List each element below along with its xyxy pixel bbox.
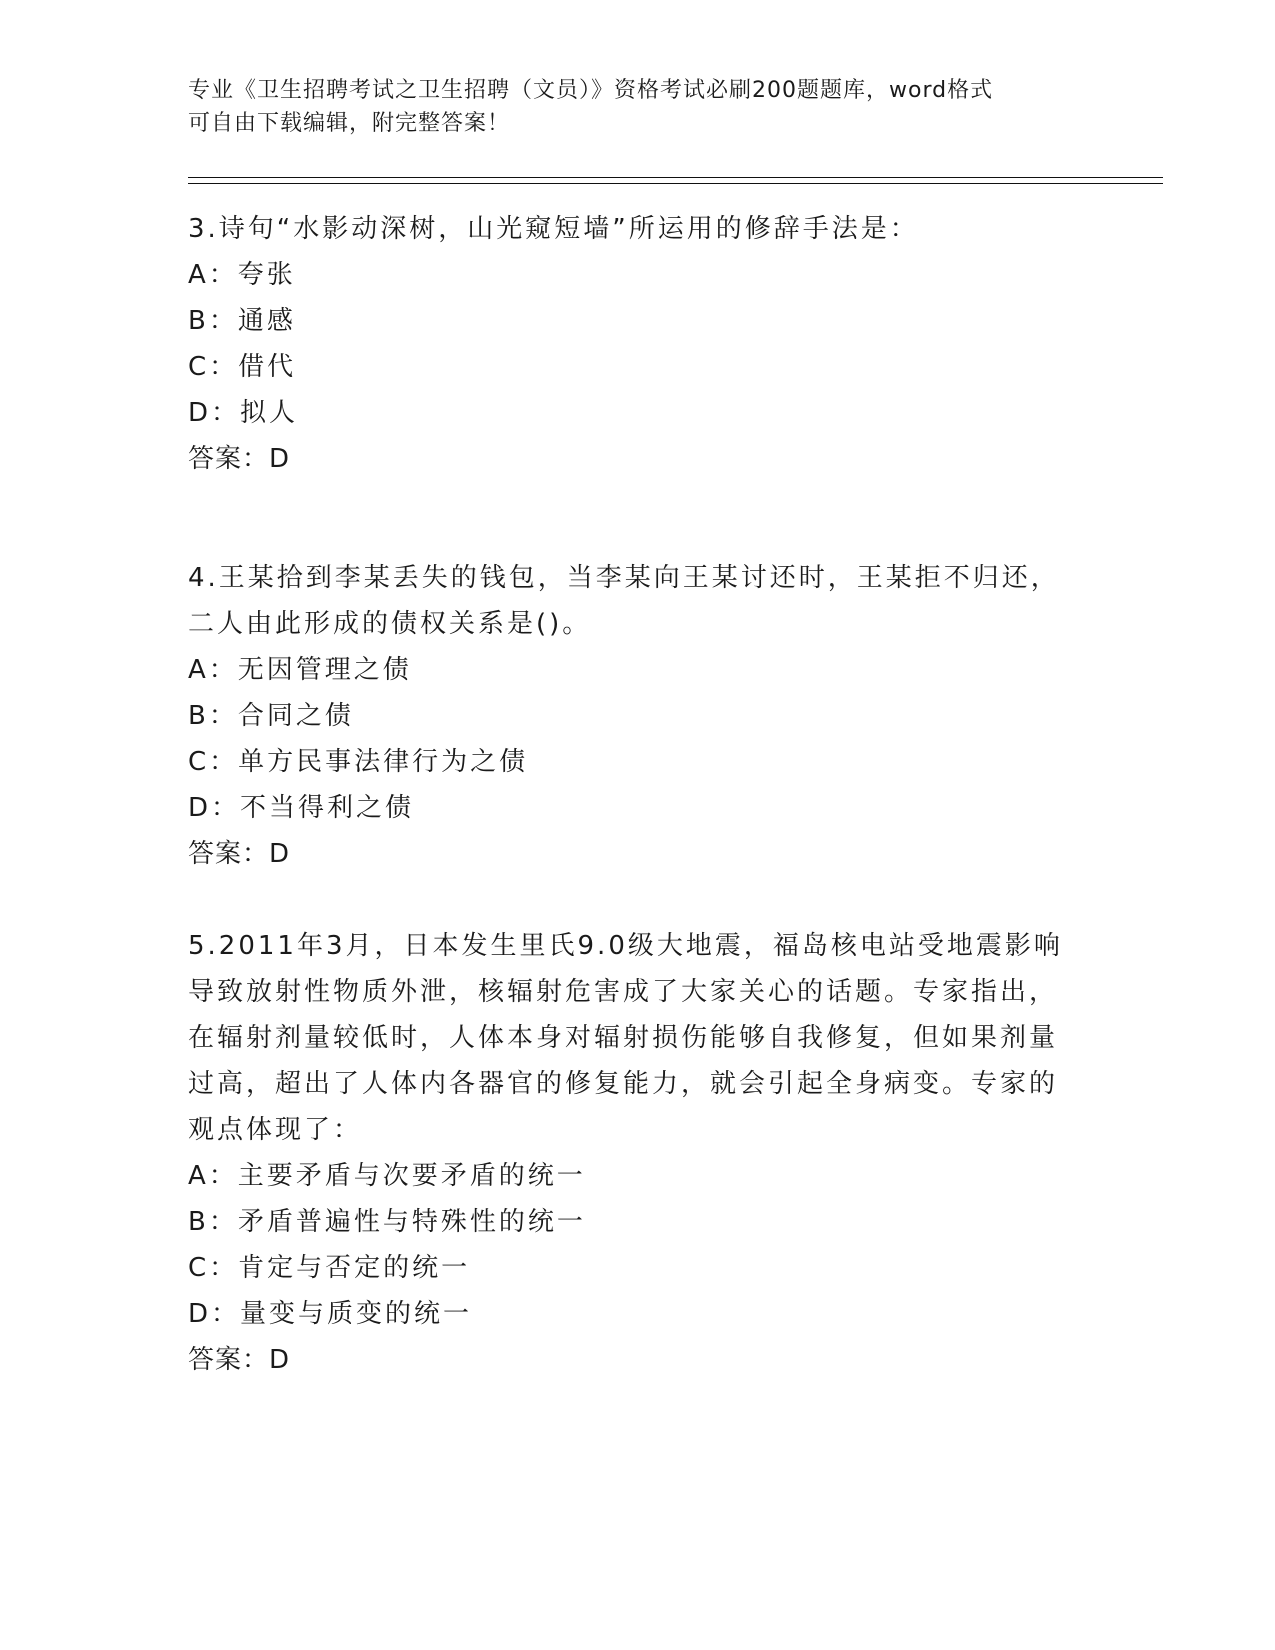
question-stem: 4.王某拾到李某丢失的钱包，当李某向王某讨还时，王某拒不归还， [188, 563, 1060, 593]
answer-line: 答案：D [188, 1345, 291, 1375]
question-stem: 在辐射剂量较低时，人体本身对辐射损伤能够自我修复，但如果剂量 [188, 1023, 1059, 1053]
option-c: C：单方民事法律行为之债 [188, 747, 529, 777]
option-a: A：夸张 [188, 260, 296, 290]
option-d: D：量变与质变的统一 [188, 1299, 473, 1329]
question-block [188, 923, 1088, 1383]
option-b: B：通感 [188, 306, 296, 336]
question-stem: 观点体现了： [188, 1115, 363, 1145]
option-b: B：合同之债 [188, 701, 354, 731]
option-d: D：不当得利之债 [188, 793, 415, 823]
answer-line: 答案：D [188, 444, 291, 474]
question-block [188, 206, 1088, 482]
question-block [188, 555, 1088, 877]
option-c: C：肯定与否定的统一 [188, 1253, 471, 1283]
option-c: C：借代 [188, 352, 297, 382]
option-b: B：矛盾普遍性与特殊性的统一 [188, 1207, 586, 1237]
question-stem: 过高，超出了人体内各器官的修复能力，就会引起全身病变。专家的 [188, 1069, 1059, 1099]
answer-line: 答案：D [188, 839, 291, 869]
question-stem: 导致放射性物质外泄，核辐射危害成了大家关心的话题。专家指出， [188, 977, 1059, 1007]
question-stem: 3.诗句“水影动深树，山光窥短墙”所运用的修辞手法是： [188, 214, 919, 244]
header-divider [188, 183, 1163, 184]
document-header [188, 74, 1088, 140]
option-a: A：主要矛盾与次要矛盾的统一 [188, 1161, 586, 1191]
option-a: A：无因管理之债 [188, 655, 412, 685]
question-stem: 二人由此形成的债权关系是()。 [188, 609, 592, 639]
header-line: 专业《卫生招聘考试之卫生招聘（文员）》资格考试必刷200题题库，word格式 [188, 78, 994, 103]
option-d: D：拟人 [188, 398, 299, 428]
header-divider [188, 177, 1163, 178]
question-stem: 5.2011年3月，日本发生里氏9.0级大地震，福岛核电站受地震影响 [188, 931, 1063, 961]
header-line: 可自由下载编辑，附完整答案！ [188, 111, 511, 136]
